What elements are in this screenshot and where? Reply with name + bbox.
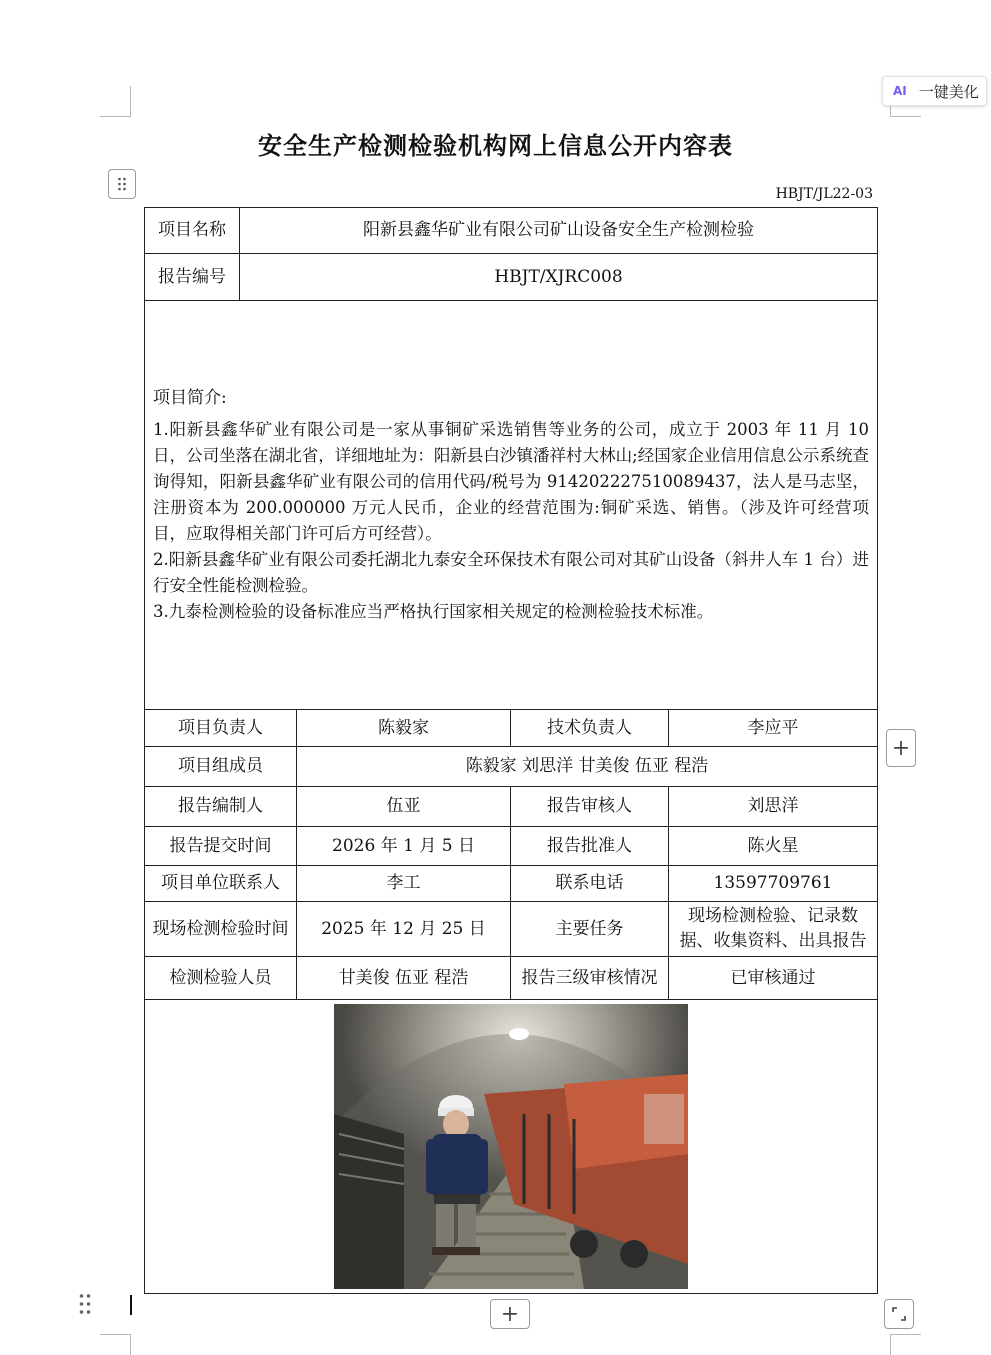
page-corner-mark <box>100 86 131 117</box>
intro-paragraph-3: 3.九泰检测检验的设备标准应当严格执行国家相关规定的检测检验技术标准。 <box>153 601 714 621</box>
intro-paragraph-2: 2.阳新县鑫华矿业有限公司委托湖北九泰安全环保技术有限公司对其矿山设备（斜井人车 1 台）进行安全性能检测检验。 <box>153 549 869 595</box>
members-label: 项目组成员 <box>145 747 297 787</box>
approver-value: 陈火星 <box>669 827 878 866</box>
report-no-value: HBJT/XJRC008 <box>240 254 878 301</box>
page-corner-mark <box>100 1334 131 1355</box>
ai-beautify-button[interactable] <box>882 76 987 106</box>
plus-icon: + <box>500 1301 520 1327</box>
add-column-button[interactable] <box>886 729 916 767</box>
project-name-value: 阳新县鑫华矿业有限公司矿山设备安全生产检测检验 <box>240 208 878 254</box>
ai-icon: AI <box>893 84 907 98</box>
document-title: 安全生产检测检验机构网上信息公开内容表 <box>258 131 733 160</box>
intro-paragraph-1: 1.阳新县鑫华矿业有限公司是一家从事铜矿采选销售等业务的公司，成立于 2003 年 11 月 10 日，公司坐落在湖北省，详细地址为：阳新县白沙镇潘祥村大林山;经国家企业信用信息公示系统查询得知，阳新县鑫华矿业有限公司的信用代码/税号为 91420222751008943​7，法人是马志坚，注册资本为 200.000000 万元人民币，企业的经营范围为:铜矿采选、销售。（涉及许可经营项目，应取得相关部门许可后方可经营）。 <box>153 419 869 543</box>
plus-icon: + <box>891 735 911 761</box>
intro-heading: 项目简介: <box>153 387 227 408</box>
project-name-label: 项目名称 <box>145 208 240 254</box>
author-value: 伍亚 <box>297 787 511 827</box>
document-code: HBJT/JL22-03 <box>775 186 873 202</box>
submit-time-label: 报告提交时间 <box>145 827 297 866</box>
phone-value: 13597709761 <box>669 866 878 902</box>
site-photo <box>334 1004 688 1289</box>
approver-label: 报告批准人 <box>511 827 669 866</box>
main-task-value: 现场检测检验、记录数据、收集资料、出具报告 <box>669 902 878 957</box>
onsite-time-value: 2025 年 12 月 25 日 <box>297 902 511 957</box>
project-intro <box>145 301 878 710</box>
leader-value: 陈毅家 <box>297 710 511 747</box>
paragraph-drag-handle-icon[interactable] <box>78 1293 92 1315</box>
contact-label: 项目单位联系人 <box>145 866 297 902</box>
inspectors-label: 检测检验人员 <box>145 957 297 1000</box>
table-drag-handle-icon[interactable] <box>108 169 136 199</box>
expand-icon[interactable] <box>884 1299 914 1329</box>
main-task-label: 主要任务 <box>511 902 669 957</box>
report-no-label: 报告编号 <box>145 254 240 301</box>
page-corner-mark <box>890 1334 921 1355</box>
add-row-button[interactable] <box>490 1299 530 1329</box>
leader-label: 项目负责人 <box>145 710 297 747</box>
text-cursor <box>130 1295 132 1315</box>
review3-value: 已审核通过 <box>669 957 878 1000</box>
review3-label: 报告三级审核情况 <box>511 957 669 1000</box>
phone-label: 联系电话 <box>511 866 669 902</box>
submit-time-value: 2026 年 1 月 5 日 <box>297 827 511 866</box>
author-label: 报告编制人 <box>145 787 297 827</box>
tech-leader-value: 李应平 <box>669 710 878 747</box>
reviewer-value: 刘思洋 <box>669 787 878 827</box>
tech-leader-label: 技术负责人 <box>511 710 669 747</box>
inspectors-value: 甘美俊 伍亚 程浩 <box>297 957 511 1000</box>
info-table <box>144 207 878 1294</box>
members-value: 陈毅家 刘思洋 甘美俊 伍亚 程浩 <box>297 747 878 787</box>
onsite-time-label: 现场检测检验时间 <box>145 902 297 957</box>
mine-tunnel-image <box>334 1004 688 1289</box>
photo-cell <box>145 1000 878 1294</box>
reviewer-label: 报告审核人 <box>511 787 669 827</box>
contact-value: 李工 <box>297 866 511 902</box>
ai-beautify-label: 一键美化 <box>918 82 979 101</box>
